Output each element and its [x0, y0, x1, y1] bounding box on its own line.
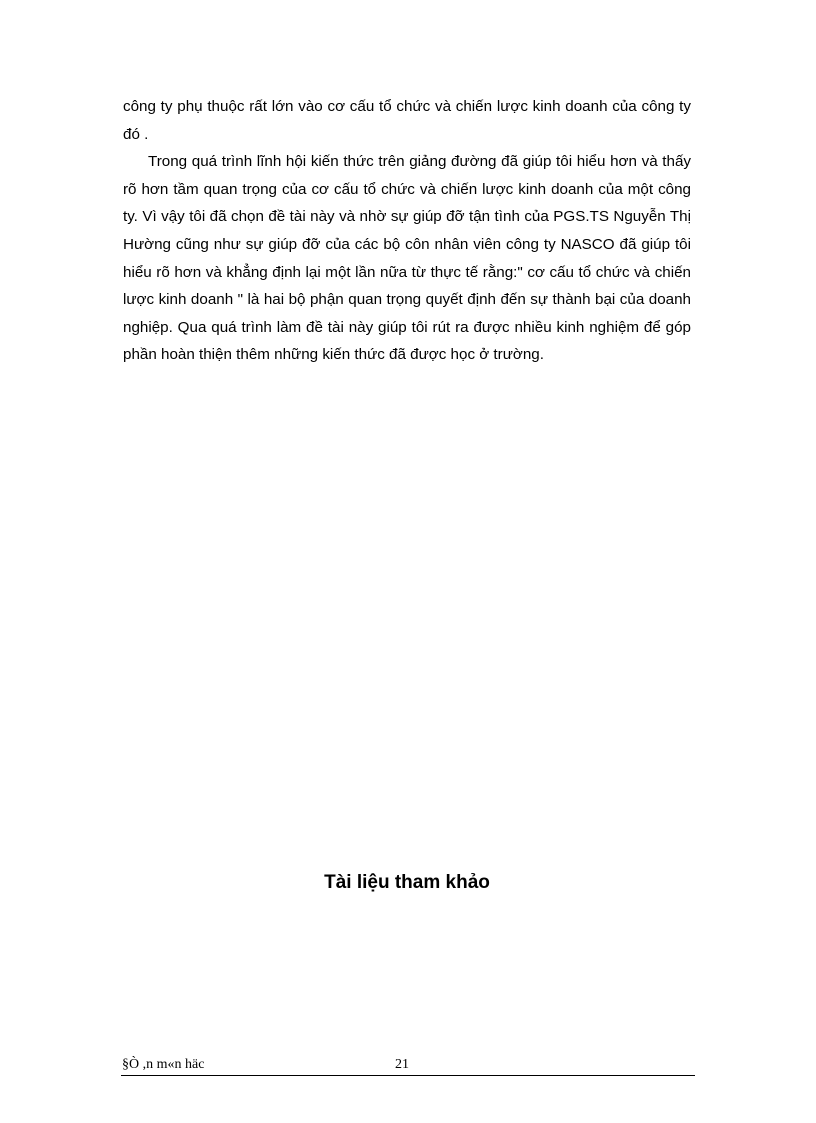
paragraph-conclusion: Trong quá trình lĩnh hội kiến thức trên giảng đường đã giúp tôi hiểu hơn và thấy rõ hơn tầm quan trọng của cơ cấu tổ chức và chiến lược kinh doanh của một công ty. Vì vậy tôi đã chọn đề tài này và nhờ sự giúp đỡ tận tình của PGS.TS Nguyễn Thị Hường cũng như sự giúp đỡ của các bộ côn nhân viên công ty NASCO đã giúp tôi hiểu rõ hơn và khẳng định lại một lần nữa từ thực tế rằng:" cơ cấu tổ chức và chiến lược kinh doanh " là hai bộ phận quan trọng quyết định đến sự thành bại của doanh nghiệp. Qua quá trình làm đề tài này giúp tôi rút ra được nhiều kinh nghiệm để góp phần hoàn thiện thêm những kiến thức đã được học ở trường.	[123, 153, 691, 364]
footer-course-label: §Ò ,n m«n häc	[122, 1057, 205, 1072]
body-text	[123, 93, 691, 369]
paragraph-continuation: công ty phụ thuộc rất lớn vào cơ cấu tổ chức và chiến lược kinh doanh của công ty đó .	[123, 98, 691, 143]
section-title-references: Tài liệu tham khảo	[324, 872, 490, 893]
page-number: 21	[395, 1057, 409, 1072]
page-footer	[121, 1055, 695, 1076]
